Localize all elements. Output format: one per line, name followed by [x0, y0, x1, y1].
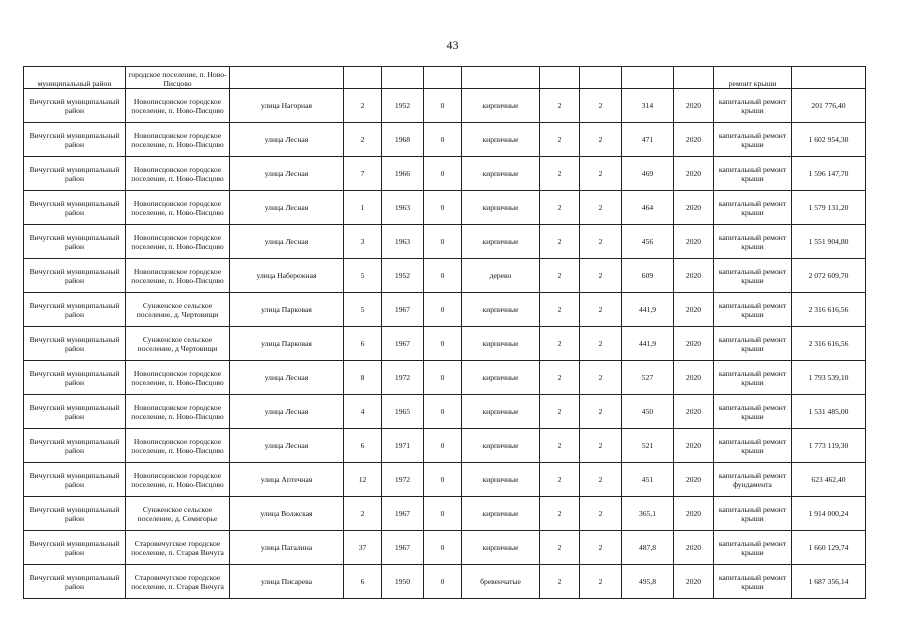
cell-entrances: 2: [580, 157, 622, 191]
cell-work-type: капитальный ремонт крыши: [714, 123, 792, 157]
cell-work-type: капитальный ремонт крыши: [714, 89, 792, 123]
cell-area: 495,8: [622, 565, 674, 599]
cell-entrances: 2: [580, 123, 622, 157]
cell-area: 469: [622, 157, 674, 191]
cell-plan-year: 2020: [674, 123, 714, 157]
cell-district: Вичугский муниципальный район: [24, 531, 126, 565]
table-row: [24, 225, 866, 259]
cell-year: 1972: [382, 361, 424, 395]
cell-work-type: капитальный ремонт крыши: [714, 361, 792, 395]
cell-plan-year: [674, 67, 714, 89]
cell-material: кирпичные: [462, 89, 540, 123]
cell-floors: 2: [540, 395, 580, 429]
cell-street: улица Лесная: [230, 123, 344, 157]
cell-street: улица Аптечная: [230, 463, 344, 497]
cell-district: Вичугский муниципальный район: [24, 429, 126, 463]
cell-settlement: Новописцовское городское поселение, п. Ново-Писцово: [126, 123, 230, 157]
cell-street: улица Набережная: [230, 259, 344, 293]
cell-district: Вичугский муниципальный район: [24, 191, 126, 225]
cell-area: 456: [622, 225, 674, 259]
cell-street: улица Лесная: [230, 191, 344, 225]
cell-entrances: 2: [580, 89, 622, 123]
cell-house: 37: [344, 531, 382, 565]
cell-area: 365,1: [622, 497, 674, 531]
cell-work-type: капитальный ремонт крыши: [714, 429, 792, 463]
cell-year: 1952: [382, 89, 424, 123]
cell-work-type: капитальный ремонт крыши: [714, 531, 792, 565]
cell-work-type: капитальный ремонт крыши: [714, 293, 792, 327]
cell-entrances: 2: [580, 327, 622, 361]
cell-district: Вичугский муниципальный район: [24, 565, 126, 599]
cell-col-zero: 0: [424, 361, 462, 395]
cell-plan-year: 2020: [674, 259, 714, 293]
cell-work-type: ремонт крыши: [714, 67, 792, 89]
table-row: [24, 565, 866, 599]
cell-settlement: Новописцовское городское поселение, п. Ново-Писцово: [126, 463, 230, 497]
cell-floors: 2: [540, 123, 580, 157]
cell-entrances: 2: [580, 565, 622, 599]
table-row: [24, 89, 866, 123]
cell-district: Вичугский муниципальный район: [24, 497, 126, 531]
cell-floors: 2: [540, 531, 580, 565]
cell-house: 5: [344, 293, 382, 327]
cell-street: улица Парковая: [230, 293, 344, 327]
cell-cost: 1 914 000,24: [792, 497, 866, 531]
cell-floors: 2: [540, 89, 580, 123]
cell-street: улица Лесная: [230, 157, 344, 191]
cell-area: 451: [622, 463, 674, 497]
cell-cost: 1 687 356,14: [792, 565, 866, 599]
cell-col-zero: 0: [424, 463, 462, 497]
table-row: [24, 361, 866, 395]
cell-entrances: 2: [580, 429, 622, 463]
cell-plan-year: 2020: [674, 463, 714, 497]
cell-cost: 1 660 129,74: [792, 531, 866, 565]
cell-entrances: 2: [580, 361, 622, 395]
cell-house: 6: [344, 565, 382, 599]
cell-cost: 1 596 147,70: [792, 157, 866, 191]
table-row: [24, 123, 866, 157]
cell-district: Вичугский муниципальный район: [24, 157, 126, 191]
cell-year: 1967: [382, 327, 424, 361]
cell-year: 1971: [382, 429, 424, 463]
cell-year: 1967: [382, 531, 424, 565]
cell-cost: 623 462,40: [792, 463, 866, 497]
cell-district: Вичугский муниципальный район: [24, 89, 126, 123]
cell-floors: 2: [540, 259, 580, 293]
cell-area: 487,8: [622, 531, 674, 565]
cell-district: Вичугский муниципальный район: [24, 463, 126, 497]
table-body: [24, 67, 866, 599]
cell-year: [382, 67, 424, 89]
cell-area: 450: [622, 395, 674, 429]
cell-settlement: Старовичугское городское поселение, п. Старая Вичуга: [126, 531, 230, 565]
cell-col-zero: 0: [424, 327, 462, 361]
cell-district: Вичугский муниципальный район: [24, 327, 126, 361]
cell-col-zero: 0: [424, 89, 462, 123]
cell-house: 6: [344, 429, 382, 463]
cell-house: [344, 67, 382, 89]
cell-entrances: 2: [580, 463, 622, 497]
cell-area: 314: [622, 89, 674, 123]
cell-material: кирпичные: [462, 463, 540, 497]
cell-year: 1967: [382, 497, 424, 531]
table-row: [24, 293, 866, 327]
cell-street: улица Волжская: [230, 497, 344, 531]
table-row: [24, 259, 866, 293]
cell-material: кирпичные: [462, 531, 540, 565]
cell-street: улица Лесная: [230, 395, 344, 429]
cell-cost: 1 773 119,30: [792, 429, 866, 463]
cell-district: Вичугский муниципальный район: [24, 123, 126, 157]
cell-settlement: Новописцовское городское поселение, п. Ново-Писцово: [126, 429, 230, 463]
cell-year: 1965: [382, 395, 424, 429]
cell-col-zero: 0: [424, 123, 462, 157]
cell-work-type: капитальный ремонт крыши: [714, 395, 792, 429]
cell-floors: 2: [540, 327, 580, 361]
cell-floors: 2: [540, 463, 580, 497]
cell-col-zero: [424, 67, 462, 89]
cell-settlement: Новописцовское городское поселение, п. Ново-Писцово: [126, 157, 230, 191]
cell-floors: 2: [540, 497, 580, 531]
cell-material: кирпичные: [462, 293, 540, 327]
cell-plan-year: 2020: [674, 293, 714, 327]
cell-floors: 2: [540, 361, 580, 395]
cell-material: кирпичные: [462, 225, 540, 259]
cell-area: 527: [622, 361, 674, 395]
cell-plan-year: 2020: [674, 531, 714, 565]
cell-house: 12: [344, 463, 382, 497]
cell-cost: 1 602 954,30: [792, 123, 866, 157]
cell-cost: 2 316 616,56: [792, 327, 866, 361]
cell-street: улица Лесная: [230, 361, 344, 395]
cell-settlement: Новописцовское городское поселение, п. Ново-Писцово: [126, 361, 230, 395]
cell-work-type: капитальный ремонт фундамента: [714, 463, 792, 497]
cell-material: кирпичные: [462, 327, 540, 361]
cell-street: улица Нагорная: [230, 89, 344, 123]
table-row: [24, 531, 866, 565]
cell-year: 1950: [382, 565, 424, 599]
cell-street: улица Пагалина: [230, 531, 344, 565]
cell-work-type: капитальный ремонт крыши: [714, 565, 792, 599]
cell-area: 441,9: [622, 293, 674, 327]
cell-col-zero: 0: [424, 225, 462, 259]
cell-entrances: 2: [580, 259, 622, 293]
cell-year: 1968: [382, 123, 424, 157]
cell-settlement: Сунженское сельское поселение, д. Чертовищи: [126, 293, 230, 327]
cell-house: 1: [344, 191, 382, 225]
cell-house: 7: [344, 157, 382, 191]
cell-col-zero: 0: [424, 157, 462, 191]
cell-material: кирпичные: [462, 395, 540, 429]
table-row: [24, 497, 866, 531]
cell-plan-year: 2020: [674, 565, 714, 599]
table-row: [24, 157, 866, 191]
cell-cost: 2 316 616,56: [792, 293, 866, 327]
cell-plan-year: 2020: [674, 225, 714, 259]
cell-floors: 2: [540, 293, 580, 327]
cell-settlement: Новописцовское городское поселение, п. Ново-Писцово: [126, 259, 230, 293]
cell-district: Вичугский муниципальный район: [24, 361, 126, 395]
cell-area: 441,9: [622, 327, 674, 361]
cell-settlement: Новописцовское городское поселение, п. Ново-Писцово: [126, 191, 230, 225]
cell-district: Вичугский муниципальный район: [24, 395, 126, 429]
cell-year: 1967: [382, 293, 424, 327]
cell-settlement: Старовичугское городское поселение, п. Старая Вичуга: [126, 565, 230, 599]
cell-entrances: 2: [580, 497, 622, 531]
cell-year: 1963: [382, 225, 424, 259]
cell-plan-year: 2020: [674, 361, 714, 395]
cell-street: улица Лесная: [230, 225, 344, 259]
cell-street: улица Лесная: [230, 429, 344, 463]
cell-work-type: капитальный ремонт крыши: [714, 327, 792, 361]
cell-settlement: Сунженское сельское поселение, д Чертовищи: [126, 327, 230, 361]
cell-house: 2: [344, 89, 382, 123]
cell-col-zero: 0: [424, 531, 462, 565]
cell-plan-year: 2020: [674, 395, 714, 429]
cell-material: [462, 67, 540, 89]
cell-house: 2: [344, 123, 382, 157]
cell-work-type: капитальный ремонт крыши: [714, 259, 792, 293]
cell-settlement: Новописцовское городское поселение, п. Ново-Писцово: [126, 89, 230, 123]
cell-cost: 1 793 539,10: [792, 361, 866, 395]
cell-cost: 1 579 131,20: [792, 191, 866, 225]
cell-year: 1966: [382, 157, 424, 191]
cell-col-zero: 0: [424, 565, 462, 599]
cell-col-zero: 0: [424, 497, 462, 531]
table-row: [24, 191, 866, 225]
cell-col-zero: 0: [424, 429, 462, 463]
cell-floors: [540, 67, 580, 89]
cell-work-type: капитальный ремонт крыши: [714, 191, 792, 225]
cell-settlement: городское поселение, п. Ново-Писцово: [126, 67, 230, 89]
cell-plan-year: 2020: [674, 497, 714, 531]
cell-settlement: Новописцовское городское поселение, п. Ново-Писцово: [126, 395, 230, 429]
cell-district: Вичугский муниципальный район: [24, 259, 126, 293]
cell-material: кирпичные: [462, 157, 540, 191]
cell-material: кирпичные: [462, 429, 540, 463]
cell-settlement: Новописцовское городское поселение, п. Ново-Писцово: [126, 225, 230, 259]
cell-material: кирпичные: [462, 361, 540, 395]
cell-floors: 2: [540, 429, 580, 463]
table-row: [24, 429, 866, 463]
cell-area: 521: [622, 429, 674, 463]
cell-district: Вичугский муниципальный район: [24, 225, 126, 259]
cell-plan-year: 2020: [674, 157, 714, 191]
cell-entrances: [580, 67, 622, 89]
cell-plan-year: 2020: [674, 191, 714, 225]
cell-cost: 2 072 609,70: [792, 259, 866, 293]
table-row: [24, 463, 866, 497]
table-row: [24, 395, 866, 429]
cell-settlement: Сунженское сельское поселение, д. Семигорье: [126, 497, 230, 531]
cell-house: 3: [344, 225, 382, 259]
cell-area: [622, 67, 674, 89]
cell-col-zero: 0: [424, 293, 462, 327]
cell-plan-year: 2020: [674, 327, 714, 361]
cell-col-zero: 0: [424, 191, 462, 225]
cell-entrances: 2: [580, 225, 622, 259]
table-row-continuation: [24, 67, 866, 89]
cell-house: 5: [344, 259, 382, 293]
cell-year: 1952: [382, 259, 424, 293]
cell-area: 609: [622, 259, 674, 293]
cell-cost: 201 776,40: [792, 89, 866, 123]
cell-area: 464: [622, 191, 674, 225]
cell-floors: 2: [540, 191, 580, 225]
cell-cost: 1 531 485,00: [792, 395, 866, 429]
cell-work-type: капитальный ремонт крыши: [714, 497, 792, 531]
cell-work-type: капитальный ремонт крыши: [714, 157, 792, 191]
cell-work-type: капитальный ремонт крыши: [714, 225, 792, 259]
cell-plan-year: 2020: [674, 429, 714, 463]
cell-floors: 2: [540, 225, 580, 259]
cell-house: 8: [344, 361, 382, 395]
cell-house: 6: [344, 327, 382, 361]
cell-col-zero: 0: [424, 259, 462, 293]
cell-area: 471: [622, 123, 674, 157]
cell-street: улица Писарева: [230, 565, 344, 599]
cell-material: кирпичные: [462, 497, 540, 531]
page-number: 43: [446, 38, 459, 52]
cell-house: 2: [344, 497, 382, 531]
cell-district: муниципальный район: [24, 67, 126, 89]
cell-year: 1963: [382, 191, 424, 225]
cell-district: Вичугский муниципальный район: [24, 293, 126, 327]
cell-floors: 2: [540, 565, 580, 599]
cell-plan-year: 2020: [674, 89, 714, 123]
cell-entrances: 2: [580, 395, 622, 429]
cell-street: [230, 67, 344, 89]
cell-floors: 2: [540, 157, 580, 191]
housing-repair-table: [23, 66, 866, 599]
cell-year: 1972: [382, 463, 424, 497]
cell-cost: [792, 67, 866, 89]
cell-material: кирпичные: [462, 191, 540, 225]
cell-entrances: 2: [580, 531, 622, 565]
cell-street: улица Парковая: [230, 327, 344, 361]
table-row: [24, 327, 866, 361]
cell-cost: 1 551 904,80: [792, 225, 866, 259]
cell-house: 4: [344, 395, 382, 429]
cell-material: кирпичные: [462, 123, 540, 157]
cell-material: бревенчатые: [462, 565, 540, 599]
cell-col-zero: 0: [424, 395, 462, 429]
cell-entrances: 2: [580, 293, 622, 327]
cell-material: дерево: [462, 259, 540, 293]
cell-entrances: 2: [580, 191, 622, 225]
